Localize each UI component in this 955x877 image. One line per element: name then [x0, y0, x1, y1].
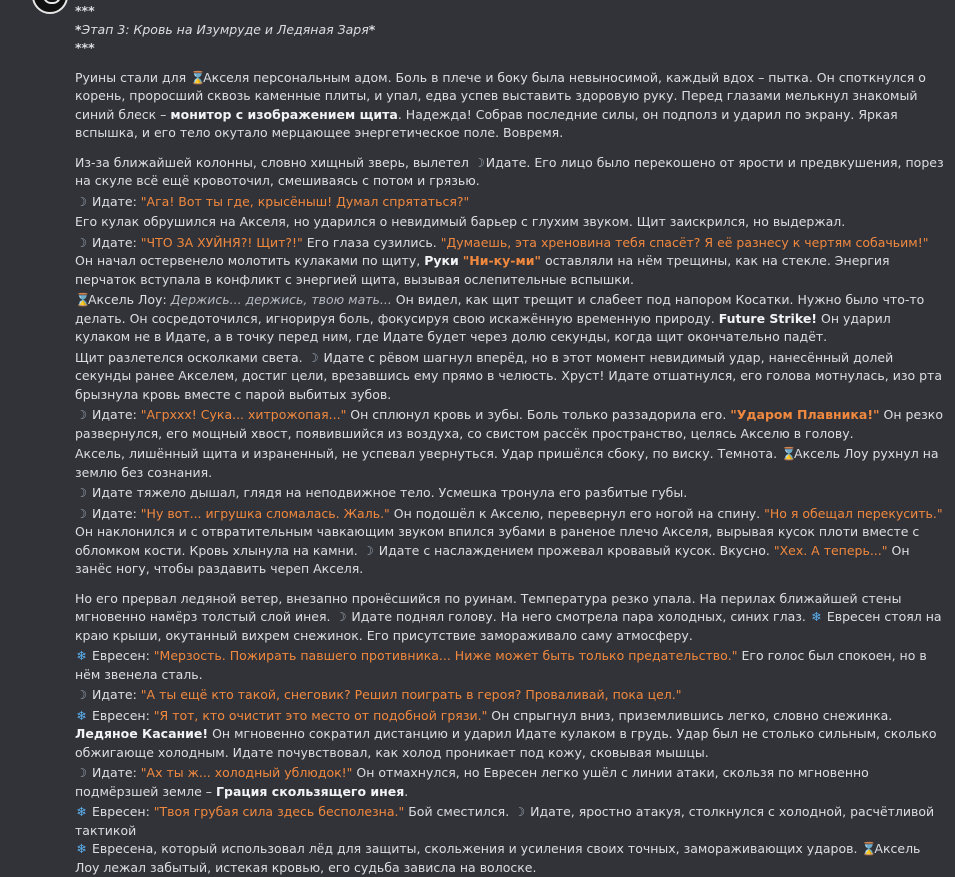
quote: "Ни-ку-ми" [462, 253, 541, 268]
text: Руины стали для [75, 69, 191, 85]
text: Он видел, как щит трещит и слабеет под напором Косатки. Нужно было что-то делать. Он сосредоточился, игнорируя боль, фокусируя свою искажённую временную природу. [75, 292, 925, 326]
quote: "Агрххх! Сука... хитрожопая..." [140, 407, 347, 422]
text: Акселя персональным адом. Боль в плече и боку была невыносимой, каждый вдох – пытка. Он споткнулся о корень, проросший сквозь каменные плиты, и упал, едва успев выставить здоровую руку. Перед глазами мелькнул знакомый синий блеск – [75, 69, 926, 122]
snowflake-icon: ❄ [76, 707, 87, 723]
speaker: Идате: [88, 765, 141, 780]
text: Он отмахнулся, но Евресен легко ушёл с линии атаки, скользя по мгновенно подмёрзшей земле – [75, 765, 869, 799]
separator: *** [75, 3, 95, 18]
quote: "Мерзость. Пожирать павшего противника... Ниже может быть только предательство." [153, 648, 738, 663]
quote: "Но я обещал перекусить." [764, 505, 943, 521]
dialogue-line [75, 234, 945, 290]
text: Аксель Лоу рухнул на землю без сознания. [75, 446, 939, 480]
text: Его голос был спокоен, но в нём звенела сталь. [75, 648, 927, 682]
speaker: Идате: [88, 193, 141, 209]
quote: "А ты ещё кто такой, снеговик? Решил поиграть в героя? Проваливай, пока цел." [140, 687, 682, 702]
dialogue-line [75, 686, 945, 705]
paragraph [75, 484, 945, 503]
snowflake-icon: ❄ [76, 804, 87, 819]
wave-icon: ☽ [307, 349, 319, 365]
text: Из-за ближайшей колонны, словно хищный зверь, вылетел [75, 154, 473, 170]
bold-text: Ледяное Касание! [75, 726, 209, 741]
quote: "Ударом Плавника!" [730, 407, 880, 422]
title-star: * [75, 21, 82, 37]
text: Он ударил кулаком не в Идате, а в точку перед ним, где Идате будет через долю секунды, когда щит окончательно падёт. [75, 310, 891, 344]
speaker: Идате: [88, 505, 141, 521]
dialogue-line [75, 291, 945, 347]
title-star: * [368, 21, 376, 37]
speaker: Идате: [88, 234, 141, 250]
wave-icon: ☽ [75, 234, 88, 250]
wave-icon: ☽ [75, 687, 88, 702]
hourglass-icon: ⌛ [781, 446, 797, 461]
wave-icon: ☽ [362, 542, 374, 558]
separator: *** [75, 40, 95, 55]
text: Щит разлетелся осколками света. [75, 349, 307, 365]
quote: "Ах ты ж... холодный ублюдок!" [140, 765, 353, 780]
text: Его глаза сузились. [302, 234, 441, 250]
dialogue-line [75, 193, 945, 212]
wave-icon: ☽ [75, 485, 88, 500]
speaker: Евресен: [88, 804, 154, 819]
snowflake-icon: ❄ [76, 841, 87, 856]
text: Бой сместился. [404, 804, 514, 819]
message-content [75, 2, 945, 877]
paragraph [75, 349, 945, 405]
wave-icon: ☽ [514, 804, 526, 819]
text: . Надежда! Собрав последние силы, он подполз и ударил по экрану. Яркая вспышка, и его тело окутало мерцающее энергетическое поле. Вовремя. [75, 106, 898, 140]
text: Идате, яростно атакуя, столкнулся с холодной, расчётливой тактикой [75, 804, 935, 838]
chapter-title [75, 21, 945, 40]
speaker: Аксель Лоу: [88, 292, 171, 307]
text: Он спрыгнул вниз, приземлившись легко, словно снежинка. [487, 707, 893, 723]
paragraph [75, 445, 945, 482]
text: Но его прервал ледяной ветер, внезапно пронёсшийся по руинам. Температура резко упала. На перилах ближайшей стены мгновенно намёрз толстый слой инея. [75, 590, 902, 624]
wave-icon: ☽ [75, 505, 88, 521]
text: Он мгновенно сократил дистанцию и ударил Идате кулаком в грудь. Удар был не столько сильным, сколько обжигающе холодным. Идате почувствовал, как холод проникает под кожу, сковывая мышцы. [75, 726, 937, 760]
text: Он наклонился и с отвратительным чавкающим звуком впился зубами в раненое плечо Акселя, вырывая кусок плоти вместе с обломком кости. Кровь хлынула на камни. [75, 524, 920, 558]
speaker: Евресен: [88, 707, 154, 723]
text: Идате с рёвом шагнул вперёд, но в этот момент невидимый удар, нанесённый долей секунды ранее Акселем, достиг цели, врезавшись ему прямо в челюсть. Хруст! Идате отшатнулся, его голова мотнулась, изо рта брызнула кровь вместе с парой выбитых зубов. [75, 349, 942, 402]
bold-text: монитор с изображением щита [170, 106, 398, 122]
paragraph [75, 69, 945, 143]
text: Аксель Лоу лежал забытый, истекая кровью, его судьба зависла на волоске. [75, 841, 921, 875]
text: оставляли на нём трещины, как на стекле. Энергия перчаток вступала в конфликт с энергией щита, вызывая ослепительные вспышки. [75, 253, 890, 287]
text: Аксель, лишённый щита и израненный, не успевал увернуться. Удар пришёлся сбоку, по виску. Темнота. [75, 446, 782, 461]
snowflake-icon: ❄ [811, 609, 822, 624]
paragraph [75, 590, 945, 646]
hourglass-icon: ⌛ [75, 292, 91, 307]
text: Идате. Его лицо было перекошено от ярости и предвкушения, порез на скуле всё ещё кровоточил, смешиваясь с потом и грязью. [75, 154, 944, 188]
dialogue-line [75, 803, 945, 877]
text: Евресена, который использовал лёд для защиты, скольжения и усиления своих точных, замораживающих ударов. [88, 841, 862, 856]
dialogue-line [75, 764, 945, 801]
paragraph: Его кулак обрушился на Акселя, но ударился о невидимый барьер с глухим звуком. Щит заискрился, но выдержал. [75, 214, 846, 229]
dialogue-line [75, 707, 945, 763]
text: Он занёс ногу, чтобы раздавить череп Акселя. [75, 542, 910, 576]
bold-text: Руки [424, 253, 459, 268]
quote: "Хех. А теперь..." [773, 542, 888, 558]
paragraph [75, 154, 945, 191]
speaker: Идате: [88, 687, 141, 702]
hourglass-icon: ⌛ [190, 69, 206, 85]
text: Идате с наслаждением прожевал кровавый кусок. Вкусно. [374, 542, 774, 558]
wave-icon: ☽ [335, 609, 347, 624]
dialogue-line [75, 406, 945, 443]
text: Евресен стоял на краю крыши, окутанный вихрем снежинок. Его присутствие замораживало саму атмосферу. [75, 609, 942, 643]
text: Он подошёл к Акселю, перевернул его ногой на спину. [389, 505, 765, 521]
text: Идате поднял голову. На него смотрела пара холодных, синих глаз. [347, 609, 810, 624]
chapter-title-text: Этап 3: Кровь на Изумруде и Ледяная Заря [81, 21, 369, 37]
hourglass-icon: ⌛ [861, 841, 877, 856]
dialogue-line [75, 647, 945, 684]
wave-icon: ☽ [473, 154, 485, 170]
snowflake-icon: ❄ [76, 648, 87, 663]
quote: "Твоя грубая сила здесь бесполезна." [153, 804, 405, 819]
text: Он резко развернулся, его мощный хвост, появившийся из воздуха, со свистом рассёк пространство, целясь Акселю в голову. [75, 407, 943, 441]
speaker: Евресен: [88, 648, 154, 663]
speaker: Идате: [88, 407, 141, 422]
wave-icon: ☽ [75, 193, 88, 209]
quote: "Ага! Вот ты где, крысёныш! Думал спрятаться?" [140, 193, 470, 209]
text: Идате тяжело дышал, глядя на неподвижное тело. Усмешка тронула его разбитые губы. [88, 485, 688, 500]
thought: Держись... держись, твою мать... [170, 292, 392, 307]
bold-text: Грация скользящего инея [216, 783, 405, 799]
wave-icon: ☽ [75, 765, 88, 780]
text: Он начал остервенело молотить кулаками по щиту, [75, 253, 425, 268]
quote: "Я тот, кто очистит это место от подобной грязи." [153, 707, 488, 723]
text: Он сплюнул кровь и зубы. Боль только раззадорила его. [346, 407, 731, 422]
text: . [404, 783, 409, 799]
quote: "Думаешь, эта хреновина тебя спасёт? Я её разнесу к чертям собачьим!" [440, 234, 929, 250]
avatar[interactable] [32, 0, 68, 14]
wave-icon: ☽ [75, 407, 88, 422]
bold-text: Future Strike! [718, 310, 818, 326]
dialogue-line [75, 505, 945, 579]
quote: "Ну вот... игрушка сломалась. Жаль." [140, 505, 390, 521]
quote: "ЧТО ЗА ХУЙНЯ?! Щит?!" [140, 234, 303, 250]
